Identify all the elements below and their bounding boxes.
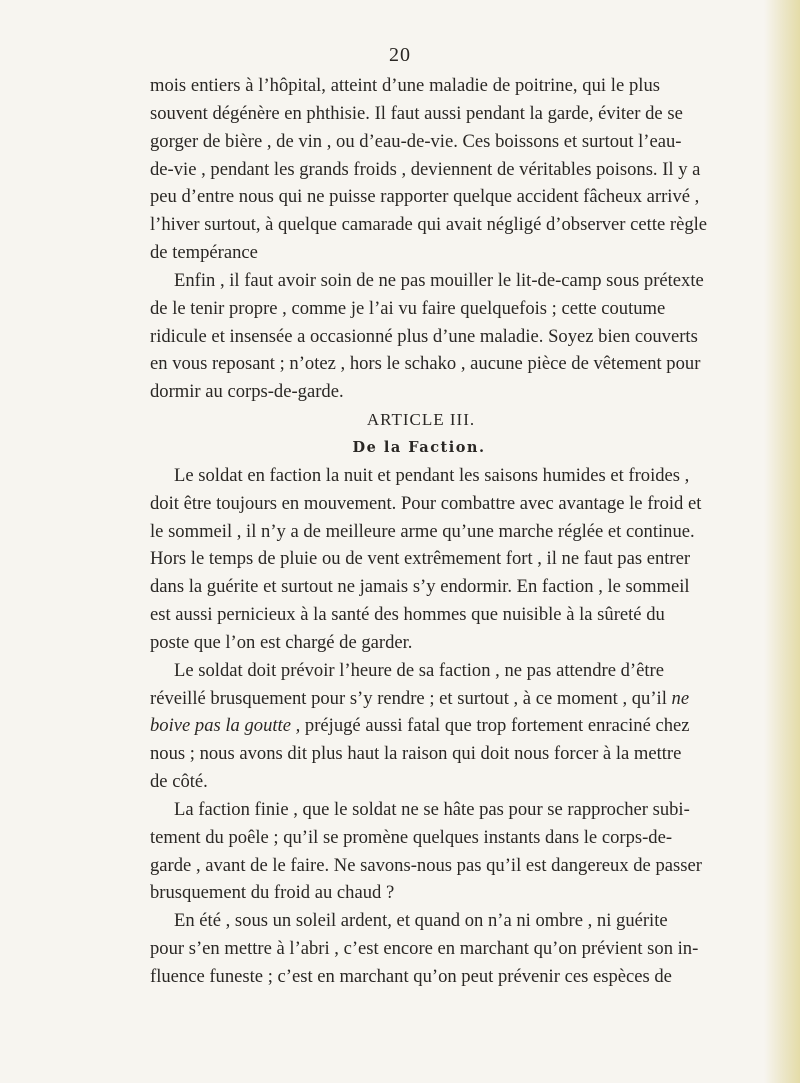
text-line: pour s’en mettre à l’abri , c’est encore en marchant qu’on prévient son in- [150, 938, 699, 960]
text-line: poste que l’on est chargé de garder. [150, 631, 413, 653]
text-line: Enfin , il faut avoir soin de ne pas mouiller le lit-de-camp sous prétexte [174, 269, 704, 291]
text-line: en vous reposant ; n’otez , hors le schako , aucune pièce de vêtement pour [150, 353, 701, 375]
italic-run: ne [671, 687, 690, 709]
article-heading: ARTICLE III. [366, 410, 476, 430]
text-run: préjugé aussi fatal que trop fortement enraciné chez [300, 715, 690, 737]
text-line [150, 712, 690, 740]
italic-run: boive pas la goutte , [150, 715, 301, 737]
text-line: fluence funeste ; c’est en marchant qu’on peut prévenir ces espèces de [150, 966, 672, 987]
text-line: Le soldat en faction la nuit et pendant les saisons humides et froides , [174, 464, 690, 486]
text-line: est aussi pernicieux à la santé des hommes que nuisible à la sûreté du [150, 604, 665, 626]
page-number: 20 [389, 44, 411, 66]
text-line: de le tenir propre , comme je l’ai vu faire quelquefois ; cette coutume [150, 297, 666, 319]
text-line: Hors le temps de pluie ou de vent extrêmement fort , il ne faut pas entrer [150, 548, 691, 570]
text-line: de-vie , pendant les grands froids , deviennent de véritables poisons. Il y a [150, 158, 701, 180]
text-line: ridicule et insensée a occasionné plus d’une maladie. Soyez bien couverts [150, 325, 698, 347]
text-line [150, 685, 690, 713]
text-line: En été , sous un soleil ardent, et quand on n’a ni ombre , ni guérite [174, 910, 668, 932]
text-line: de tempérance [150, 242, 258, 264]
text-line: mois entiers à l’hôpital, atteint d’une maladie de poitrine, qui le plus [150, 75, 660, 96]
text-run: réveillé brusquement pour s’y rendre ; et surtout , à ce moment , qu’il [150, 687, 672, 709]
text-line: tement du poêle ; qu’il se promène quelques instants dans le corps-de- [150, 826, 673, 848]
page-text [150, 72, 708, 991]
text-line: de côté. [150, 771, 208, 793]
text-line: garde , avant de le faire. Ne savons-nous pas qu’il est dangereux de passer [150, 854, 702, 876]
text-line: La faction finie , que le soldat ne se hâte pas pour se rapprocher subi- [174, 798, 690, 820]
text-line: souvent dégénère en phthisie. Il faut aussi pendant la garde, éviter de se [150, 102, 683, 124]
text-line: gorger de bière , de vin , ou d’eau-de-vie. Ces boissons et surtout l’eau- [150, 130, 682, 152]
text-line: doit être toujours en mouvement. Pour combattre avec avantage le froid et [150, 492, 702, 514]
section-title: De la Faction. [352, 438, 486, 456]
text-line: l’hiver surtout, à quelque camarade qui avait négligé d’observer cette règle [150, 214, 708, 236]
text-line: peu d’entre nous qui ne puisse rapporter quelque accident fâcheux arrivé , [150, 186, 700, 208]
text-line: nous ; nous avons dit plus haut la raison qui doit nous forcer à la mettre [150, 743, 682, 765]
text-line: dans la guérite et surtout ne jamais s’y endormir. En faction , le sommeil [150, 576, 690, 598]
text-line: dormir au corps-de-garde. [150, 381, 344, 403]
text-line: le sommeil , il n’y a de meilleure arme qu’une marche réglée et continue. [150, 520, 695, 542]
page-edge [764, 0, 800, 1083]
text-line: brusquement du froid au chaud ? [150, 882, 395, 904]
text-line: Le soldat doit prévoir l’heure de sa faction , ne pas attendre d’être [174, 659, 664, 681]
